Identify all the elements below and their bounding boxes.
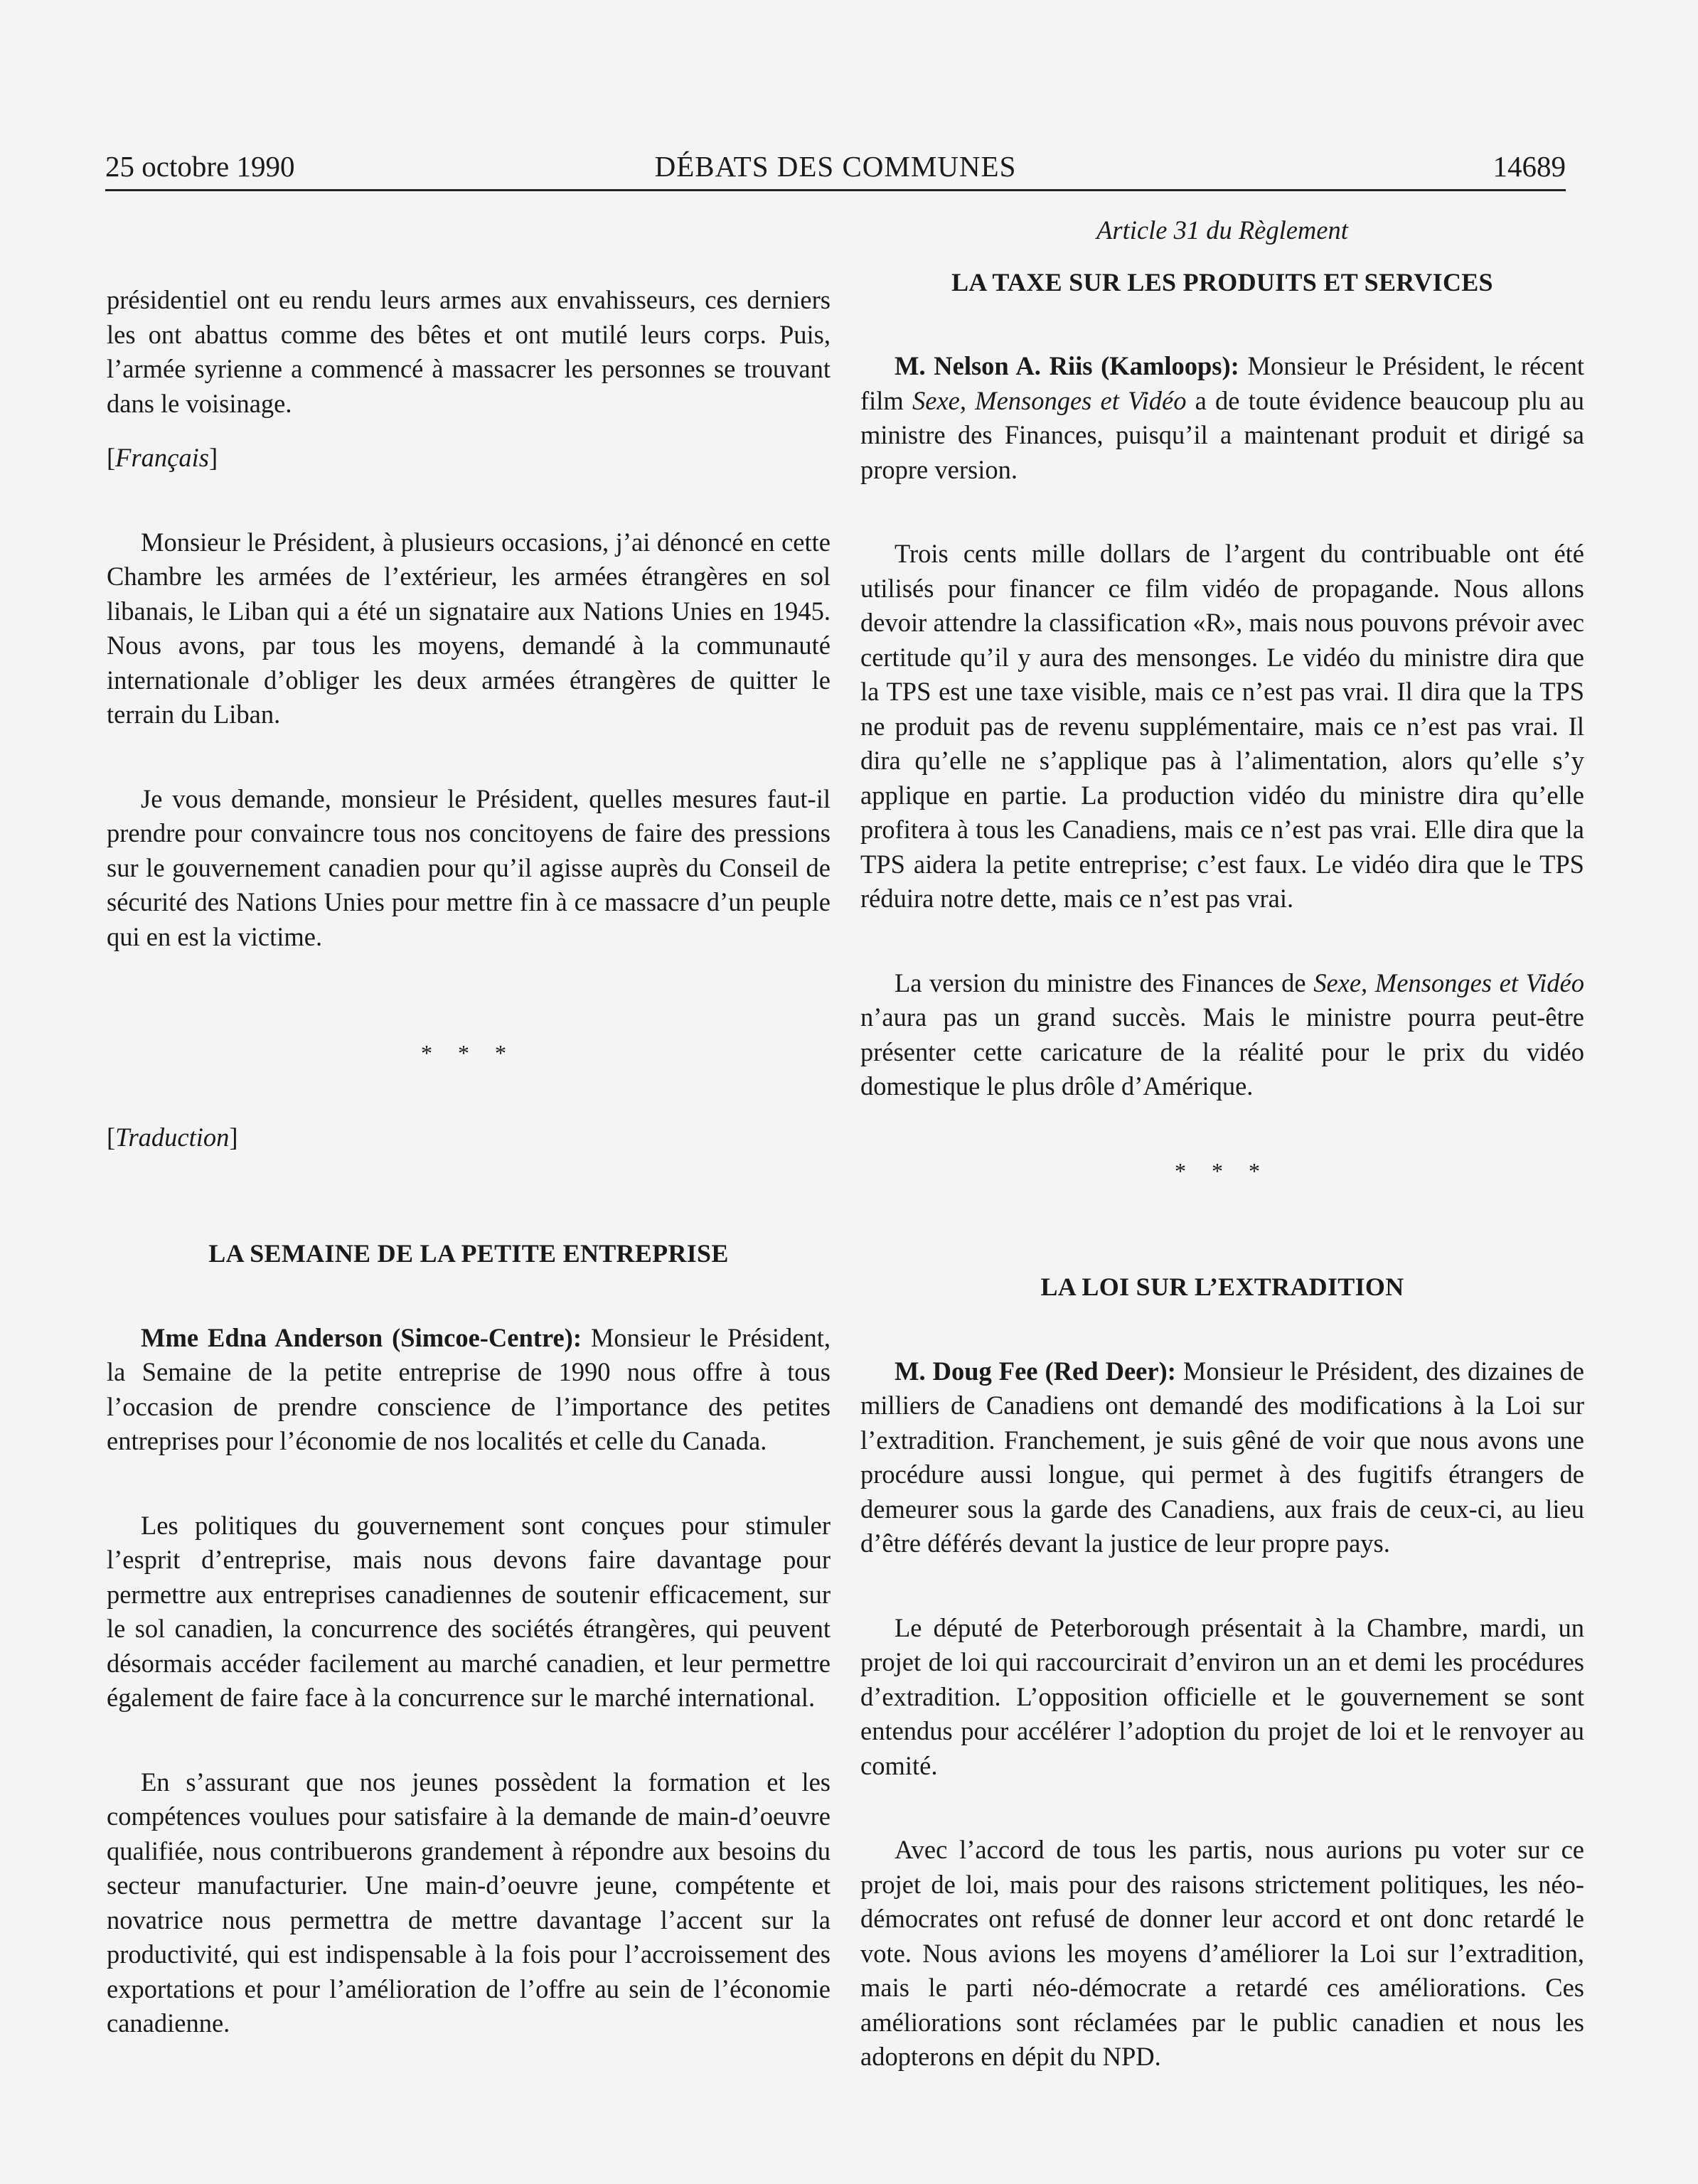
header-date: 25 octobre 1990	[105, 150, 295, 183]
speech-paragraph: M. Doug Fee (Red Deer): Monsieur le Président, des dizaines de milliers de Canadiens ont demandé des modifications à la Loi sur l’extradition. Franchement, je suis gêné de voir que nous avons une procédure aussi longue, qui permet à des fugitifs étrangers de demeurer sous la garde des Canadiens, aux frais de ceux-ci, au lieu d’être déférés devant la justice de leur propre pays.	[860, 1356, 1585, 1558]
paragraph: Le député de Peterborough présentait à la Chambre, mardi, un projet de loi qui raccourcirait d’environ un an et demi les procédures d’extradition. L’opposition officielle et le gouvernement se sont entendus pour accélérer l’adoption du projet de loi et le renvoyer au comité.	[860, 1612, 1584, 1780]
section-separator: * * *	[421, 1040, 516, 1066]
section-heading: LA TAXE SUR LES PRODUITS ET SERVICES	[951, 267, 1493, 296]
standing-order-label: Article 31 du Règlement	[1096, 215, 1348, 245]
left-column	[107, 213, 831, 2041]
paragraph: En s’assurant que nos jeunes possèdent la formation et les compétences voulues pour satisfaire à la demande de main-d’oeuvre qualifiée, nous contribuerons grandement à répondre aux besoins du secteur manufacturier. Une main-d’oeuvre jeune, compétente et novatrice nous permettra de mettre davantage l’accent sur la productivité, qui est indispensable à la fois pour l’accroissement des exportations et pour l’amélioration de l’offre au sein de l’économie canadienne.	[107, 1767, 831, 2038]
section-heading: LA SEMAINE DE LA PETITE ENTREPRISE	[208, 1239, 729, 1268]
language-marker-francais: [Français]	[107, 443, 218, 472]
language-marker-traduction: [Traduction]	[107, 1122, 238, 1152]
running-header	[105, 149, 1566, 189]
speaker-name: M. Doug Fee (Red Deer):	[895, 1356, 1176, 1386]
paragraph: Monsieur le Président, à plusieurs occasions, j’ai dénoncé en cette Chambre les armées de l’extérieur, les armées étrangères en sol libanais, le Liban qui a été un signataire aux Nations Unies en 1945. Nous avons, par tous les moyens, demandé à la communauté internationale d’obliger les deux armées étrangères de quitter le terrain du Liban.	[107, 527, 831, 729]
speech-paragraph: Mme Edna Anderson (Simcoe-Centre): Monsieur le Président, la Semaine de la petite entreprise de 1990 nous offre à tous l’occasion de prendre conscience de l’importance des petites entreprises pour l’économie de nos localités et celle du Canada.	[107, 1322, 831, 1455]
speech-paragraph: M. Nelson A. Riis (Kamloops): Monsieur le Président, le récent film Sexe, Mensonges et Vidéo a de toute évidence beaucoup plu au ministre des Finances, puisqu’il a maintenant produit et dirigé sa propre version.	[860, 351, 1585, 484]
paragraph: Trois cents mille dollars de l’argent du contribuable ont été utilisés pour financer ce film vidéo de propagande. Nous allons devoir attendre la classification «R», mais nous pouvons prévoir avec certitude qu’il y aura des mensonges. Le vidéo du ministre dira que la TPS est une taxe visible, mais ce n’est pas vrai. Il dira que la TPS ne produit pas de revenu supplémentaire, mais ce n’est pas vrai. Il dira qu’elle ne s’applique pas à l’alimentation, alors qu’elle s’y applique en partie. La production vidéo du ministre dira qu’elle profitera à tous les Canadiens, mais ce n’est pas vrai. Elle dira que la TPS aidera la petite entreprise; c’est faux. Le vidéo dira que le TPS réduira notre dette, mais ce n’est pas vrai.	[860, 539, 1584, 913]
paragraph: présidentiel ont eu rendu leurs armes aux envahisseurs, ces derniers les ont abattus comme des bêtes et ont mutilé leurs corps. Puis, l’armée syrienne a commencé à massacrer les personnes se trouvant dans le voisinage.	[107, 285, 831, 418]
header-rule	[105, 189, 1566, 191]
header-title: DÉBATS DES COMMUNES	[654, 150, 1017, 183]
speaker-name: Mme Edna Anderson (Simcoe-Centre):	[141, 1322, 582, 1352]
paragraph: Je vous demande, monsieur le Président, quelles mesures faut-il prendre pour convaincre tous nos concitoyens de faire des pressions sur le gouvernement canadien pour qu’il agisse auprès du Conseil de sécurité des Nations Unies pour mettre fin à ce massacre d’un peuple qui en est la victime.	[107, 783, 831, 951]
paragraph: Les politiques du gouvernement sont conçues pour stimuler l’esprit d’entreprise, mais nous devons faire davantage pour permettre aux entreprises canadiennes de soutenir efficacement, sur le sol canadien, la concurrence des sociétés étrangères, qui peuvent désormais accéder facilement au marché canadien, et leur permettre également de faire face à la concurrence sur le marché international.	[107, 1510, 831, 1712]
paragraph: La version du ministre des Finances de Sexe, Mensonges et Vidéo n’aura pas un grand succès. Mais le ministre pourra peut-être présenter cette caricature de la réalité pour le prix du vidéo domestique le plus drôle d’Amérique.	[860, 968, 1584, 1101]
right-column	[860, 213, 1584, 2075]
section-heading: LA LOI SUR L’EXTRADITION	[1040, 1273, 1404, 1301]
header-page-number: 14689	[1493, 150, 1566, 183]
speaker-name: M. Nelson A. Riis (Kamloops):	[895, 351, 1239, 380]
section-separator: * * *	[1175, 1157, 1270, 1184]
paragraph: Avec l’accord de tous les partis, nous aurions pu voter sur ce projet de loi, mais pour des raisons strictement politiques, les néo-démocrates ont refusé de donner leur accord et ont donc retardé le vote. Nous avions les moyens d’améliorer la Loi sur l’extradition, mais le parti néo-démocrate a retardé ces améliorations. Ces améliorations sont réclamées par le public canadien et nous les adopterons en dépit du NPD.	[860, 1835, 1584, 2071]
